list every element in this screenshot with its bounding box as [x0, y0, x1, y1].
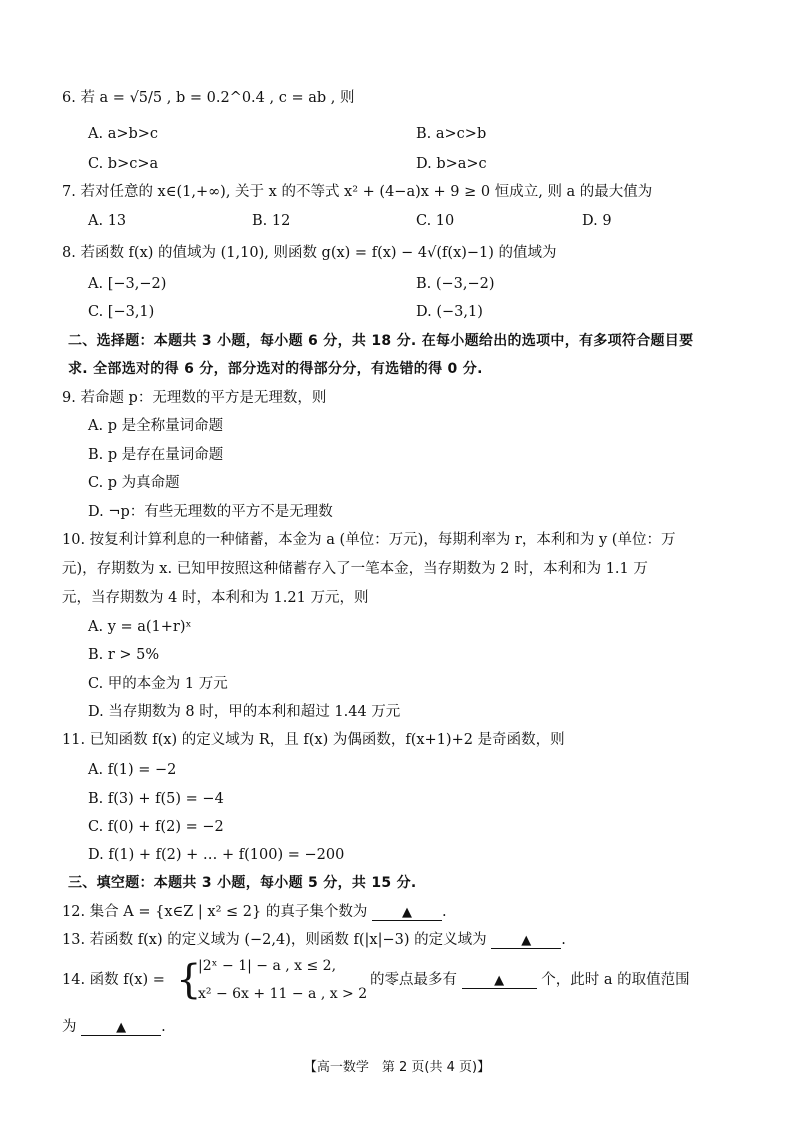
- section-2-heading-cont: 求. 全部选对的得 6 分，部分选对的得部分分，有选错的得 0 分.: [68, 361, 483, 377]
- q6-stem: 6. 若 a = √5/5 , b = 0.2^0.4 , c = ab , 则: [62, 90, 355, 106]
- q11-option-a: A. f(1) = −2: [88, 762, 177, 778]
- q11-option-c: C. f(0) + f(2) = −2: [88, 819, 224, 835]
- q14-answer-blank-2[interactable]: [81, 1017, 161, 1036]
- q9-option-b: B. p 是存在量词命题: [88, 447, 224, 463]
- q13: [62, 930, 566, 950]
- q9-option-c: C. p 为真命题: [88, 475, 180, 491]
- q6-option-b: B. a>c>b: [416, 126, 487, 142]
- q13-text: 13. 若函数 f(x) 的定义域为 (−2,4)，则函数 f(|x|−3) 的定义域为: [62, 932, 487, 948]
- triangle-mark-icon: ▲: [494, 973, 505, 988]
- q8-stem: 8. 若函数 f(x) 的值域为 (1,10), 则函数 g(x) = f(x) − 4√(f(x)−1) 的值域为: [62, 245, 557, 261]
- q10-stem-line2: 元)，存期数为 x. 已知甲按照这种储蓄存入了一笔本金，当存期数为 2 时，本利和为 1.1 万: [62, 561, 648, 577]
- q14-mid-text: 的零点最多有: [370, 972, 457, 988]
- q12-answer-blank[interactable]: [372, 902, 442, 921]
- q7-option-b: B. 12: [252, 213, 291, 229]
- q12-end: .: [441, 904, 447, 920]
- q14-piece-1: |2ˣ − 1| − a , x ≤ 2,: [198, 958, 337, 974]
- q6-option-c: C. b>c>a: [88, 156, 159, 172]
- piecewise-brace: {: [176, 957, 202, 1003]
- q7-option-d: D. 9: [582, 213, 612, 229]
- q8-option-a: A. [−3,−2): [88, 276, 167, 292]
- q7-stem: 7. 若对任意的 x∈(1,+∞), 关于 x 的不等式 x² + (4−a)x + 9 ≥ 0 恒成立, 则 a 的最大值为: [62, 184, 653, 200]
- q10-option-a: A. y = a(1+r)ˣ: [88, 619, 192, 635]
- q8-option-c: C. [−3,1): [88, 304, 155, 320]
- q14-continuation: [370, 970, 690, 990]
- q13-end: .: [561, 932, 566, 948]
- q6-option-d: D. b>a>c: [416, 156, 487, 172]
- q7-option-c: C. 10: [416, 213, 455, 229]
- q12: [62, 902, 447, 922]
- triangle-mark-icon: ▲: [401, 905, 412, 920]
- q12-text: 12. 集合 A = {x∈Z | x² ≤ 2} 的真子集个数为: [62, 904, 368, 920]
- q14-line2-text: 为: [62, 1019, 77, 1035]
- q11-stem: 11. 已知函数 f(x) 的定义域为 R，且 f(x) 为偶函数，f(x+1)+2 是奇函数，则: [62, 732, 565, 748]
- q9-stem: 9. 若命题 p：无理数的平方是无理数，则: [62, 390, 327, 406]
- q11-option-d: D. f(1) + f(2) + … + f(100) = −200: [88, 847, 345, 863]
- q8-option-b: B. (−3,−2): [416, 276, 495, 292]
- q9-option-a: A. p 是全称量词命题: [88, 418, 224, 434]
- q14-mid-text-2: 个，此时 a 的取值范围: [541, 972, 690, 988]
- q8-option-d: D. (−3,1): [416, 304, 483, 320]
- section-3-heading: 三、填空题：本题共 3 小题，每小题 5 分，共 15 分.: [68, 875, 417, 891]
- q14-answer-blank-1[interactable]: [462, 970, 537, 989]
- q10-option-b: B. r > 5%: [88, 647, 160, 663]
- q6-option-a: A. a>b>c: [88, 126, 159, 142]
- q10-option-c: C. 甲的本金为 1 万元: [88, 676, 228, 692]
- q10-stem-line1: 10. 按复利计算利息的一种储蓄，本金为 a (单位：万元)，每期利率为 r，本利和为 y (单位：万: [62, 532, 676, 548]
- q10-option-d: D. 当存期数为 8 时，甲的本利和超过 1.44 万元: [88, 704, 401, 720]
- q7-option-a: A. 13: [88, 213, 127, 229]
- triangle-mark-icon: ▲: [521, 933, 532, 948]
- q9-option-d: D. ¬p：有些无理数的平方不是无理数: [88, 504, 333, 520]
- q14-piece-2: x² − 6x + 11 − a , x > 2: [198, 986, 368, 1002]
- q14-end: .: [161, 1019, 166, 1035]
- section-2-heading: 二、选择题：本题共 3 小题，每小题 6 分，共 18 分. 在每小题给出的选项中，有多项符合题目要: [68, 333, 694, 349]
- q14-text: 14. 函数 f(x) =: [62, 972, 165, 988]
- q11-option-b: B. f(3) + f(5) = −4: [88, 791, 224, 807]
- q13-answer-blank[interactable]: [491, 930, 561, 949]
- triangle-mark-icon: ▲: [116, 1020, 127, 1035]
- page-footer: 【高一数学 第 2 页(共 4 页)】: [303, 1060, 491, 1075]
- q10-stem-line3: 元，当存期数为 4 时，本利和为 1.21 万元，则: [62, 590, 369, 606]
- q14-line2: [62, 1017, 166, 1037]
